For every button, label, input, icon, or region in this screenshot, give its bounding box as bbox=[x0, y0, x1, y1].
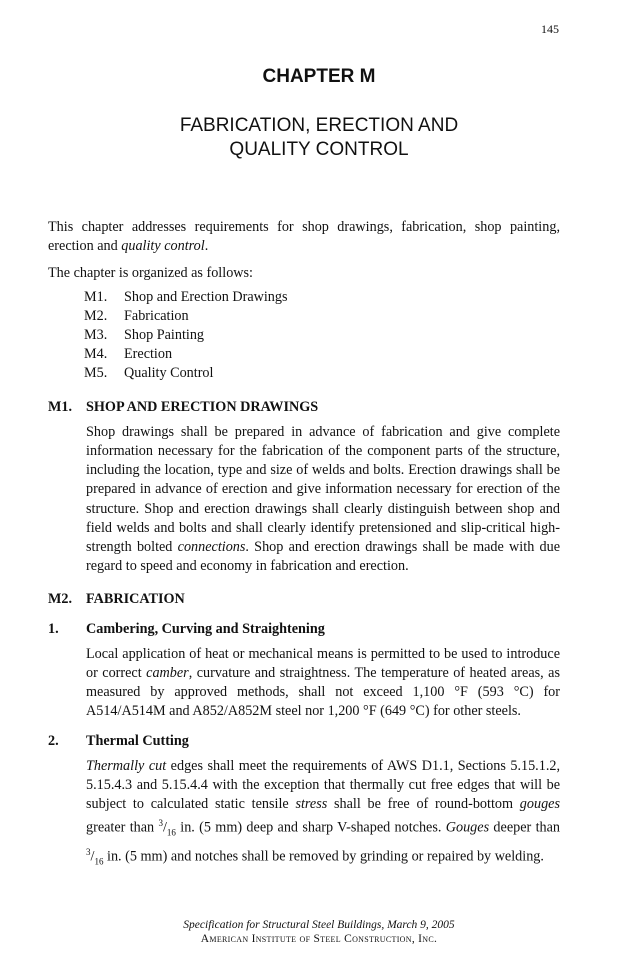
list-item-number: M1. bbox=[84, 288, 108, 305]
paragraph-text: shall be free of round-bottom bbox=[327, 796, 520, 813]
paragraph-term: Gouges bbox=[445, 820, 490, 837]
list-item-label: Erection bbox=[124, 346, 173, 363]
subsection-heading-2 bbox=[48, 732, 560, 751]
subsection-2-paragraph: Thermally cut edges shall meet the requirements of AWS D1.1, Sections 5.15.1.2, 5.15.4.3 and 5.15.4.4 with the exception that thermally cut free edges that will be subject to calculated static tensile stress shall be free of round-bottom gouges greater than $^3/_{16}$ in. (5 mm) deep and sharp V-shaped notches. Gouges deeper than $^3/_{16}$ in. (5 mm) and notches shall be removed by grinding or repaired by welding. bbox=[86, 757, 561, 867]
paragraph-term: gouges bbox=[519, 796, 560, 813]
fraction-denominator: 16 bbox=[94, 856, 104, 867]
paragraph-text-end: , curvature and straightness. The temperature of heated areas, as measured by approved methods, shall not exceed 1,100 °F (593 °C) for A514/A514M and A852/A852M steel nor 1,200 °F (649 °C) for other steels. bbox=[86, 665, 560, 720]
subsection-number: 2. bbox=[48, 732, 59, 749]
paragraph-text: greater than bbox=[86, 820, 159, 837]
list-item bbox=[84, 307, 560, 326]
section-list bbox=[84, 288, 560, 384]
paragraph-term: stress bbox=[295, 796, 328, 813]
paragraph-text: Local application of heat or mechanical means is permitted to be used to introduce or correct bbox=[86, 645, 560, 682]
paragraph-text: in. (5 mm) deep and sharp V-shaped notches. bbox=[175, 820, 446, 837]
subsection-title: Thermal Cutting bbox=[86, 732, 189, 749]
subsection-number: 1. bbox=[48, 620, 59, 637]
intro-text-end: . bbox=[204, 238, 209, 255]
list-item-number: M2. bbox=[84, 307, 108, 324]
list-item-number: M5. bbox=[84, 365, 108, 382]
paragraph-term: Thermally cut bbox=[86, 757, 167, 774]
list-item bbox=[84, 364, 560, 383]
intro-paragraph bbox=[48, 218, 560, 256]
footer-publisher: American Institute of Steel Construction, Inc. bbox=[200, 933, 438, 945]
fraction-numerator: 3 bbox=[86, 847, 91, 858]
list-item bbox=[84, 326, 560, 345]
subsection-heading-1 bbox=[48, 620, 560, 639]
subsection-title: Cambering, Curving and Straightening bbox=[86, 620, 325, 637]
intro-term: quality control bbox=[121, 238, 205, 255]
list-item-label: Fabrication bbox=[124, 307, 189, 324]
paragraph-text: deeper than bbox=[489, 820, 560, 837]
subsection-1-paragraph bbox=[86, 645, 560, 722]
chapter-heading: CHAPTER M bbox=[262, 66, 376, 87]
paragraph-term: camber bbox=[146, 665, 189, 682]
paragraph-term: connections bbox=[177, 539, 246, 556]
fraction-denominator: 16 bbox=[166, 828, 176, 839]
paragraph-text: edges shall meet the requirements of AWS D1.1, Sections 5.15.1.2, 5.15.4.3 and 5.15.4.4 with the exception that thermally cut free edges that will be subject to calculated static tensile bbox=[86, 757, 561, 813]
list-item-label: Quality Control bbox=[124, 365, 214, 382]
chapter-title-line-1: FABRICATION, ERECTION AND bbox=[179, 115, 459, 136]
intro-text: This chapter addresses requirements for shop drawings, fabrication, shop painting, erection and bbox=[48, 219, 560, 255]
list-item-label: Shop and Erection Drawings bbox=[124, 288, 288, 305]
paragraph-text-end: in. (5 mm) and notches shall be removed by grinding or repaired by welding. bbox=[103, 848, 544, 865]
page-number: 145 bbox=[541, 22, 559, 36]
paragraph-text-end: . Shop and erection drawings shall be made with due regard to speed and economy in fabrication and erection. bbox=[86, 539, 560, 575]
paragraph-text: Shop drawings shall be prepared in advance of fabrication and give complete information necessary for the fabrication of the component parts of the structure, including the location, type and size of welds and bolts. Erection drawings shall be prepared in advance of erection and give information necessary for erection of the structure. Shop and erection drawings shall clearly distinguish between shop and field welds and bolts and shall clearly identify pretensioned and slip-critical high-strength bolted bbox=[86, 423, 560, 556]
page-footer bbox=[0, 918, 638, 946]
section-heading-m1 bbox=[48, 398, 560, 417]
page-body bbox=[48, 218, 560, 872]
intro-paragraph-2: The chapter is organized as follows: bbox=[48, 265, 253, 282]
section-number: M2. bbox=[48, 591, 73, 608]
list-item-number: M3. bbox=[84, 327, 108, 344]
chapter-title bbox=[0, 114, 638, 162]
list-item-label: Shop Painting bbox=[124, 327, 205, 344]
footer-spec-title: Specification for Structural Steel Buildings, March 9, 2005 bbox=[183, 919, 455, 931]
list-item bbox=[84, 345, 560, 364]
section-title: FABRICATION bbox=[86, 591, 185, 608]
fraction-numerator: 3 bbox=[158, 818, 163, 829]
section-m1-paragraph bbox=[86, 423, 560, 577]
section-heading-m2 bbox=[48, 590, 560, 609]
section-number: M1. bbox=[48, 398, 73, 415]
list-item-number: M4. bbox=[84, 346, 108, 363]
chapter-title-line-2: QUALITY CONTROL bbox=[229, 139, 409, 160]
list-item bbox=[84, 288, 560, 307]
section-title: SHOP AND ERECTION DRAWINGS bbox=[86, 398, 319, 415]
